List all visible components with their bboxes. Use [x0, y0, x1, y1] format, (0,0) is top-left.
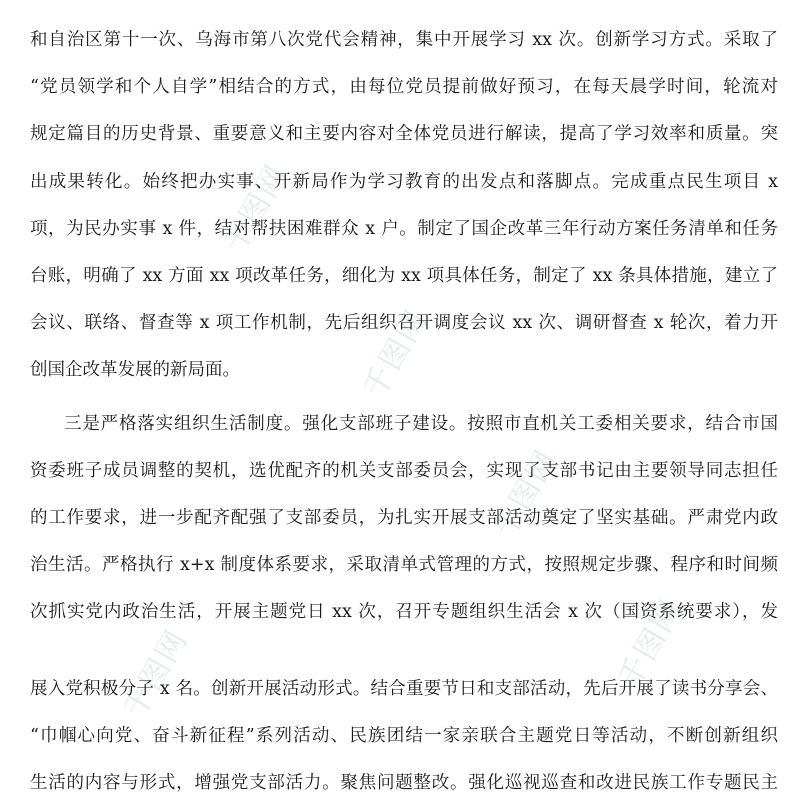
- text-line: 创国企改革发展的新局面。: [30, 360, 240, 380]
- text-line: 展入党积极分子 x 名。创新开展活动形式。结合重要节日和支部活动，先后开展了读书分享会、: [30, 679, 778, 699]
- text-line: 次抓实党内政治生活，开展主题党日 xx 次，召开专题组织生活会 x 次（国资系统要求），发: [30, 602, 778, 622]
- text-line: 台账，明确了 xx 方面 xx 项改革任务，细化为 xx 项具体任务，制定了 xx 条具体措施，建立了: [30, 266, 778, 286]
- text-line: 会议、联络、督查等 x 项工作机制，先后组织召开调度会议 xx 次、调研督查 x 轮次，着力开: [30, 313, 778, 333]
- text-line: “巾帼心向党、奋斗新征程”系列活动、民族团结一家亲联合主题党日等活动，不断创新组织: [30, 726, 778, 746]
- text-line: 生活的内容与形式，增强党支部活力。聚焦问题整改。强化巡视巡查和改进民族工作专题民主: [30, 773, 778, 793]
- watermark: 千图网: [216, 158, 296, 260]
- watermark: 千图网: [486, 443, 566, 545]
- text-line: 资委班子成员调整的契机，选优配齐的机关支部委员会，实现了支部书记由主要领导同志担任: [30, 461, 778, 481]
- text-line: 的工作要求，进一步配齐配强了支部委员，为扎实开展支部活动奠定了坚实基础。严肃党内政: [30, 508, 778, 528]
- watermark: 千图网: [356, 303, 436, 405]
- watermark: 千图网: [611, 593, 691, 695]
- watermark: 千图网: [116, 623, 196, 725]
- text-line: 和自治区第十一次、乌海市第八次党代会精神，集中开展学习 xx 次。创新学习方式。采取了: [30, 30, 778, 50]
- text-line: 三是严格落实组织生活制度。强化支部班子建设。按照市直机关工委相关要求，结合市国: [64, 414, 778, 434]
- text-line: 规定篇目的历史背景、重要意义和主要内容对全体党员进行解读，提高了学习效率和质量。突: [30, 124, 778, 144]
- text-line: “党员领学和个人自学”相结合的方式，由每位党员提前做好预习，在每天晨学时间，轮流对: [30, 77, 778, 97]
- text-line: 出成果转化。始终把办实事、开新局作为学习教育的出发点和落脚点。完成重点民生项目 x: [30, 172, 778, 192]
- text-line: 治生活。严格执行 x+x 制度体系要求，采取清单式管理的方式，按照规定步骤、程序和时间频: [30, 555, 778, 575]
- text-line: 项，为民办实事 x 件，结对帮扶困难群众 x 户。制定了国企改革三年行动方案任务清单和任务: [30, 219, 778, 239]
